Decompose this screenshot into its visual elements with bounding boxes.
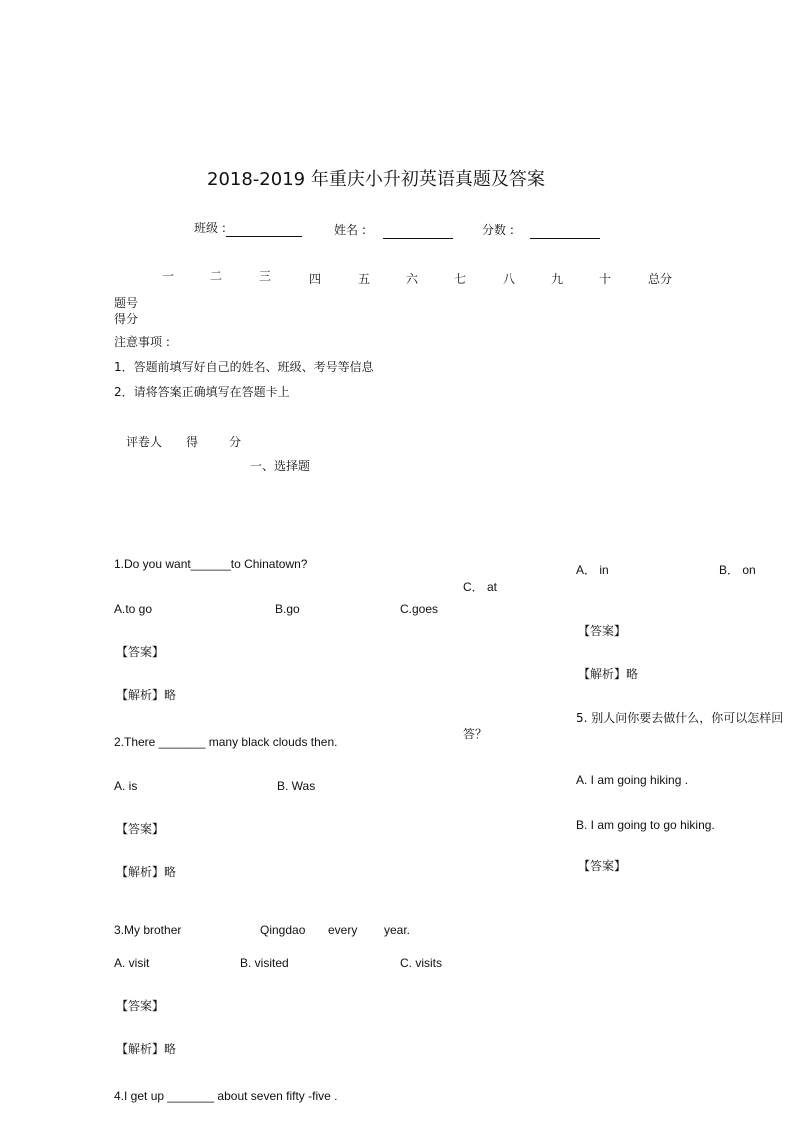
score-col-4: 四 (309, 272, 322, 286)
question-3-word-year: year. (384, 923, 411, 937)
row-label-score: 得分 (114, 312, 139, 326)
class-field-line[interactable] (226, 236, 302, 237)
question-1-option-a: A.to go (114, 602, 153, 616)
question-4-stem: 4.I get up _______ about seven fifty -five . (114, 1089, 338, 1103)
question-2-analysis: 【解析】略 (116, 865, 177, 879)
question-3-stem-start: 3.My brother (114, 923, 182, 937)
score-col-5: 五 (358, 272, 371, 286)
section-title: 一、选择题 (250, 459, 311, 473)
score-de-label: 得 (186, 435, 199, 449)
notes-heading: 注意事项 : (114, 335, 170, 349)
page-title: 2018-2019 年重庆小升初英语真题及答案 (207, 169, 545, 190)
name-label: 姓名 : (334, 223, 366, 237)
question-4-answer-label: 【答案】 (578, 624, 627, 638)
question-3-option-b: B. visited (240, 956, 289, 970)
question-3-word-qingdao: Qingdao (260, 923, 306, 937)
question-1-analysis: 【解析】略 (116, 688, 177, 702)
question-5-stem: 5. 别人问你要去做什么，你可以怎样回 (576, 711, 784, 725)
score-col-7: 七 (454, 272, 467, 286)
score-field-line[interactable] (530, 238, 600, 239)
question-3-option-a: A. visit (114, 956, 150, 970)
score-col-2: 二 (210, 269, 223, 283)
question-3-option-c: C. visits (400, 956, 442, 970)
note-item-1: 1．答题前填写好自己的姓名、班级、考号等信息 (114, 360, 374, 374)
question-5-stem-continuation: 答？ (463, 727, 488, 741)
score-col-1: 一 (162, 269, 175, 283)
row-label-question-no: 题号 (114, 296, 139, 310)
question-1-answer-label: 【答案】 (116, 645, 165, 659)
question-5-answer-label: 【答案】 (578, 859, 627, 873)
score-col-10: 十 (599, 272, 612, 286)
question-5-option-b: B. I am going to go hiking. (576, 818, 715, 832)
class-label: 班级 : (194, 221, 226, 235)
score-fen-label: 分 (229, 435, 242, 449)
question-4-analysis: 【解析】略 (578, 667, 639, 681)
question-2-option-a: A. is (114, 779, 138, 793)
question-1-option-b: B.go (275, 602, 300, 616)
question-4-option-c: C． at (463, 580, 498, 594)
question-3-analysis: 【解析】略 (116, 1042, 177, 1056)
score-col-total: 总分 (648, 272, 673, 286)
question-1-option-c: C.goes (400, 602, 439, 616)
question-5-option-a: A. I am going hiking . (576, 773, 689, 787)
score-col-6: 六 (406, 272, 419, 286)
question-3-answer-label: 【答案】 (116, 999, 165, 1013)
score-col-3: 三 (259, 269, 272, 283)
score-col-8: 八 (503, 272, 516, 286)
score-col-9: 九 (551, 272, 564, 286)
question-2-option-b: B. Was (277, 779, 316, 793)
score-label: 分数 : (482, 223, 514, 237)
question-4-option-b: B． on (719, 563, 756, 577)
question-1-stem: 1.Do you want______to Chinatown? (114, 557, 308, 571)
name-field-line[interactable] (383, 238, 453, 239)
question-2-answer-label: 【答案】 (116, 822, 165, 836)
question-3-word-every: every (328, 923, 358, 937)
question-2-stem: 2.There _______ many black clouds then. (114, 735, 338, 749)
question-4-option-a: A． in (576, 563, 609, 577)
grader-label: 评卷人 (126, 435, 163, 449)
note-item-2: 2．请将答案正确填写在答题卡上 (114, 385, 290, 399)
